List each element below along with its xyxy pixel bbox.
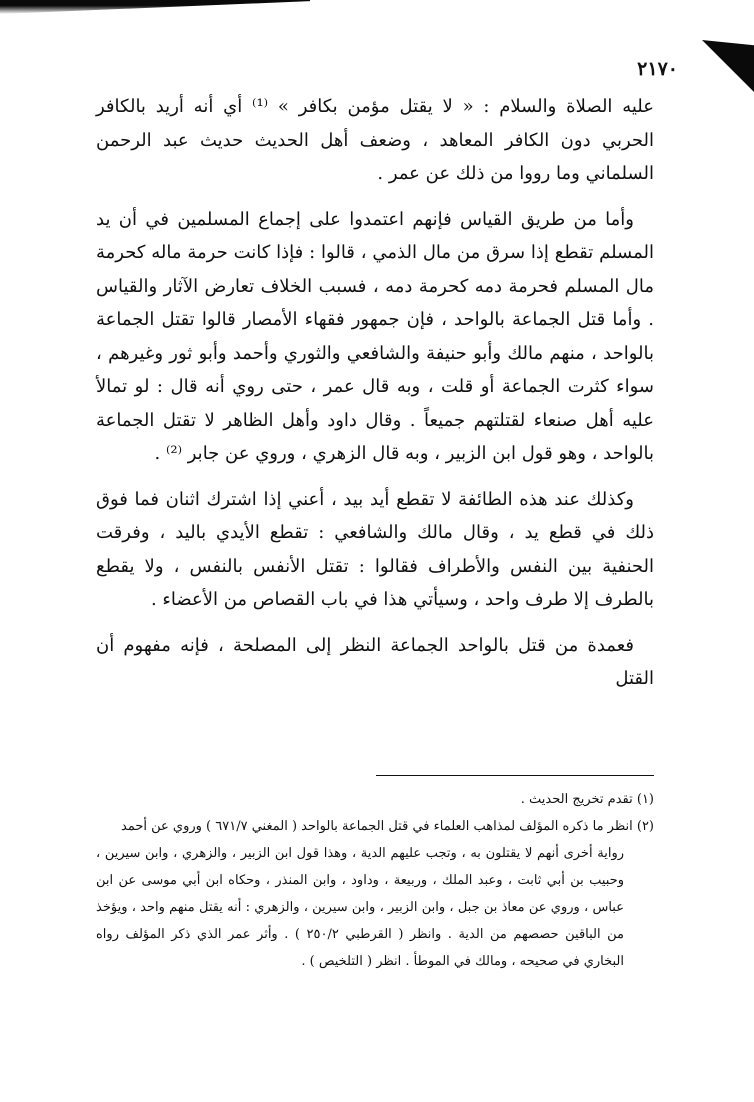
footnote-2-first-line: (٢) انظر ما ذكره المؤلف لمذاهب العلماء في قتل الجماعة بالواحد ( المغني ٦٧١/٧ ) وروي عن أحمد bbox=[121, 819, 654, 834]
footnotes bbox=[96, 786, 654, 975]
footnote-divider bbox=[376, 775, 654, 776]
scan-shadow-top bbox=[0, 0, 310, 14]
page-number: ٢١٧٠ bbox=[637, 58, 678, 80]
paragraph-2: وأما من طريق القياس فإنهم اعتمدوا على إجماع المسلمين في أن يد المسلم تقطع إذا سرق من مال الذمي ، قالوا : فإذا كانت حرمة ماله كحرمة مال المسلم فحرمة دمه كحرمة دمه ، فسبب الخلاف تعارض الآثار والقياس . وأما قتل الجماعة بالواحد ، فإن جمهور فقهاء الأمصار قالوا تقتل الجماعة بالواحد ، منهم مالك وأبو حنيفة والشافعي والثوري وأحمد وأبو ثور وغيرهم ، سواء كثرت الجماعة أو قلت ، وبه قال عمر ، حتى روي أنه قال : لو تمالأ عليه أهل صنعاء لقتلتهم جميعاً . وقال داود وأهل الظاهر لا تقتل الجماعة بالواحد ، وهو قول ابن الزبير ، وبه قال الزهري ، وروي عن جابر ⁽²⁾ . bbox=[96, 208, 654, 464]
scan-shadow-right bbox=[702, 40, 754, 92]
paragraph-4: فعمدة من قتل بالواحد الجماعة النظر إلى المصلحة ، فإنه مفهوم أن القتل bbox=[96, 634, 654, 689]
footnote-1: (١) تقدم تخريج الحديث . bbox=[520, 792, 654, 807]
paragraph-3: وكذلك عند هذه الطائفة لا تقطع أيد بيد ، أعني إذا اشترك اثنان فما فوق ذلك في قطع يد ، وقال مالك والشافعي : تقطع الأيدي باليد ، وفرقت الحنفية بين النفس والأطراف فقالوا : تقتل الأنفس بالنفس ، ولا يقطع بالطرف إلا طرف واحد ، وسيأتي هذا في باب القصاص من الأعضاء . bbox=[96, 488, 654, 610]
paragraph-1: عليه الصلاة والسلام : « لا يقتل مؤمن بكافر » ⁽¹⁾ أي أنه أريد بالكافر الحربي دون الكافر المعاهد ، وضعف أهل الحديث حديث عبد الرحمن السلماني وما رووا من ذلك عن عمر . bbox=[96, 96, 655, 184]
main-text bbox=[96, 90, 654, 708]
footnote-2-continuation: رواية أخرى أنهم لا يقتلون به ، وتجب عليهم الدية ، وهذا قول ابن الزبير ، والزهري ، وابن سيرين ، وحبيب بن أبي ثابت ، وعبد الملك ، وربيعة ، وداود ، وابن المنذر ، وحكاه ابن أبي موسى عن ابن عباس ، وروي عن معاذ بن جبل ، وابن الزبير ، وابن سيرين ، والزهري : أنه يقتل منهم واحد ، ويؤخذ من الباقين حصصهم من الدية . وانظر ( القرطبي ٢٥٠/٢ ) . وأثر عمر الذي ذكر المؤلف رواه البخاري في صحيحه ، ومالك في الموطأ . انظر ( التلخيص ) . bbox=[96, 846, 625, 969]
